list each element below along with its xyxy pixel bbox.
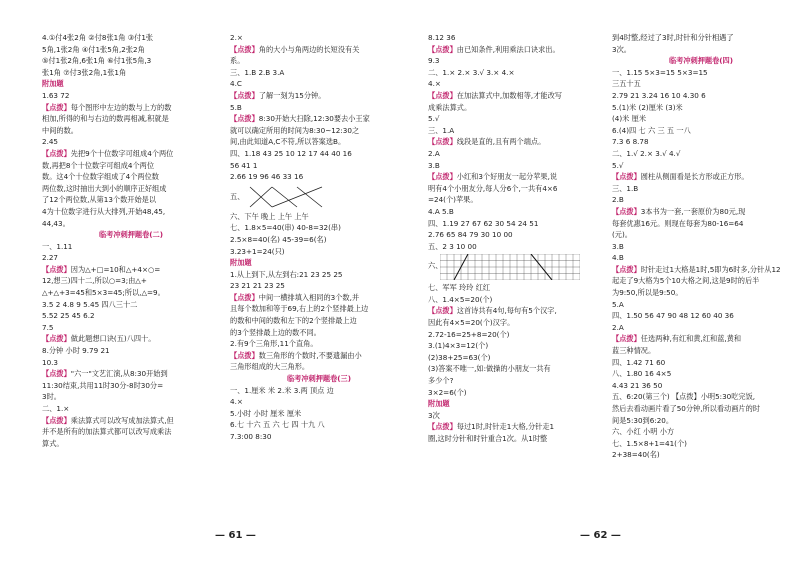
text-line: 数。这4个十位数字组成了4个两位数 — [42, 172, 159, 182]
tip-line: 【点拨】圆柱从侧面看是长方形或正方形。 — [612, 172, 749, 182]
text-line: 2.27 — [42, 253, 59, 263]
text-line: 五、6:20(第三个) 【点拨】小明5:30吃完饭, — [612, 392, 756, 402]
text-line: 2.66 19 96 46 33 16 — [230, 172, 304, 182]
text-line: 三、1.A — [428, 125, 455, 135]
tip-label: 【点拨】 — [428, 90, 457, 100]
text-line: 5.52 25 45 6.2 — [42, 311, 95, 321]
text-line: 2.A — [428, 148, 440, 158]
text-line: 间,由此知道A,C不符,所以答案选B。 — [230, 137, 346, 147]
text-line: 4.× — [230, 397, 243, 407]
tip-line: 【点拨】任选两种,有红和黄,红和蓝,黄和 — [612, 334, 742, 344]
text-line: 5.小时 小时 厘米 厘米 — [230, 408, 302, 418]
grid-drawing — [440, 254, 580, 280]
tip-line: 【点拨】由已知条件,利用乘法口诀求出。 — [428, 44, 560, 54]
text-line: 5.(1)米 (2)厘米 (3)米 — [612, 102, 683, 112]
text-line: 八、1.4×5=20(个) — [428, 294, 493, 304]
text-line: 3次。 — [612, 44, 631, 54]
tip-line: 【点拨】因为△+□=10和△+4×○= — [42, 264, 161, 274]
tip-label: 【点拨】 — [612, 264, 641, 274]
tip-line: 【点拨】乘法算式可以改写成加法算式,但 — [42, 415, 174, 425]
text-line: 八、1.80 16 4×5 — [612, 369, 672, 379]
text-line: 4为十位数字进行从大排列,开始48,45, — [42, 206, 166, 216]
tip-line: 【点拨】时针走过1大格是1时,5即为6时多,分针从12 — [612, 264, 781, 274]
tip-line: 【点拨】先把9个十位数字可组成4个两位 — [42, 148, 174, 158]
text-line: 的数和中间的数和左下的2个竖排最上边 — [230, 316, 357, 326]
text-line: 明有4个小朋友分,每人分6个,一共有4×6 — [428, 183, 558, 193]
text-line: 5.B — [230, 102, 242, 112]
text-line: 2+38=40(名) — [612, 450, 660, 460]
text-line: 七、1.8×5=40(串) 40-8=32(串) — [230, 223, 341, 233]
text-line: 3.B — [428, 160, 440, 170]
tip-label: 【点拨】 — [230, 90, 259, 100]
text-line: 就可以确定所用的时间为8:30~12:30之 — [230, 125, 360, 135]
text-line: 3.(1)4×3=12(个) — [428, 341, 489, 351]
text-line: 并不是所有的加法算式都可以改写成乘法 — [42, 427, 172, 437]
text-line: 四、1.42 71 60 — [612, 357, 666, 367]
text-line: 圈,这时分针和时针重合1次。从1时整 — [428, 434, 548, 443]
text-line: 3.5 2 4.8 9 5.45 四八三十二 — [42, 299, 138, 309]
text-line: 2.45 — [42, 137, 59, 147]
text-line: 五、2 3 10 00 — [428, 241, 477, 251]
text-line: 二、1.× 2.× 3.√ 3.× 4.× — [428, 67, 515, 77]
text-line: 4.①付4张2角 ②付8张1角 ③付1张 — [42, 33, 154, 42]
text-line: 且每个数加和等于69,右上的2个竖排最上边 — [230, 304, 369, 314]
crossing-lines-drawing — [242, 185, 332, 209]
text-line: 3时。 — [42, 392, 61, 402]
section-heading: 附加题 — [230, 258, 252, 268]
tip-label: 【点拨】 — [230, 350, 259, 360]
text-line: 三五十五 — [612, 79, 641, 89]
tip-label: 【点拨】 — [42, 415, 71, 425]
tip-label: 【点拨】 — [612, 172, 641, 182]
text-line: 3次 — [428, 410, 440, 420]
text-line: 算式。 — [42, 438, 64, 448]
text-line: 4.B — [612, 253, 624, 263]
tip-line: 【点拨】每个图形中左边的数与上方的数 — [42, 102, 172, 112]
tip-line: 【点拨】在加法算式中,加数相等,才能改写 — [428, 90, 562, 100]
text-line: 7.3 6 8.78 — [612, 137, 649, 147]
text-line: 12,想三)四十二,所以○=3;由△+ — [42, 276, 147, 286]
text-line: 了12个两位数,从第13个数开始是以 — [42, 195, 157, 205]
tip-line: 【点拨】8:30开始大扫除,12:30要去小王家 — [230, 114, 370, 124]
text-line: 每套优惠16元。则现在每套为80-16=64 — [612, 218, 744, 228]
text-line: =24(个)苹果。 — [428, 195, 478, 205]
text-line: 5角,1张2角 ④付1张5角,2张2角 — [42, 44, 145, 54]
text-line: 6.七 十六 五 六 七 四 十九 八 — [230, 420, 325, 430]
column-1 — [42, 32, 220, 449]
text-line: 五、 — [230, 191, 245, 201]
text-line: 多少个? — [428, 376, 454, 386]
text-line: 2.A — [612, 322, 624, 332]
page-number-right: — 62 — — [580, 530, 621, 541]
text-line: 二、1.√ 2.× 3.√ 4.√ — [612, 148, 681, 158]
text-line: 23 21 21 23 25 — [230, 281, 285, 291]
text-line: 四、1.50 56 47 90 48 12 60 40 36 — [612, 311, 734, 321]
tip-label: 【点拨】 — [428, 172, 457, 182]
text-line: 2.B — [612, 195, 624, 205]
text-line: 两位数,这时抽出大到小的顺序正好组成 — [42, 183, 167, 193]
text-line: 间是5:30到6:20。 — [612, 415, 674, 425]
text-line: 六、 — [428, 261, 443, 271]
text-line: 三、1.B 2.B 3.A — [230, 67, 285, 77]
exam-title: 临考冲刺押题卷(三) — [286, 374, 352, 384]
column-3 — [428, 32, 606, 445]
text-line: 8.分钟 小时 9.79 21 — [42, 346, 110, 356]
tip-label: 【点拨】 — [612, 206, 641, 216]
text-line: 10.3 — [42, 357, 59, 367]
page-number-left: — 61 — — [215, 530, 256, 541]
text-line: 张1角 ⑦付3张2角,1张1角 — [42, 67, 127, 77]
exam-title: 临考冲刺押题卷(二) — [98, 230, 164, 240]
text-line: 5.A — [612, 299, 624, 309]
text-line: 七、1.5×8+1=41(个) — [612, 438, 687, 448]
text-line: 四、1.18 43 25 10 12 17 44 40 16 — [230, 148, 352, 158]
text-line: 系。 — [230, 56, 245, 66]
tip-label: 【点拨】 — [42, 264, 71, 274]
text-line: 7.3:00 8:30 — [230, 432, 272, 441]
text-line: 4.C — [230, 79, 242, 89]
column-2 — [230, 32, 408, 443]
section-heading: 附加题 — [42, 79, 64, 89]
tip-label: 【点拨】 — [230, 44, 259, 54]
tip-label: 【点拨】 — [42, 148, 71, 158]
tip-label: 【点拨】 — [428, 44, 457, 54]
text-line: 5.√ — [428, 114, 440, 124]
tip-line: 【点拨】数三角形的个数时,不要遗漏由小 — [230, 350, 362, 360]
text-line: 2.76 65 84 79 30 10 00 — [428, 230, 513, 240]
text-line: 然后去看动画片看了50分钟,所以看动画片的时 — [612, 404, 760, 413]
text-line: 一、1.11 — [42, 241, 73, 251]
text-line: (元)。 — [612, 230, 632, 240]
text-line: 的3个竖排最上边的数不同。 — [230, 327, 321, 337]
text-line: 2.72-16=25+8=20(个) — [428, 329, 510, 339]
tip-label: 【点拨】 — [230, 114, 259, 124]
text-line: 5.√ — [612, 160, 624, 170]
tip-label: 【点拨】 — [428, 306, 457, 316]
text-line: 到4时整,经过了3时,时针和分针相遇了 — [612, 33, 734, 42]
text-line: 相加,所得的和与右边的数再相减,积就是 — [42, 114, 169, 124]
tip-line: 【点拨】做此题想口诀(五)八四十。 — [42, 334, 156, 344]
tip-label: 【点拨】 — [42, 369, 71, 379]
section-heading: 附加题 — [428, 399, 450, 409]
text-line: 8.12 36 — [428, 33, 456, 42]
tip-label: 【点拨】 — [428, 422, 457, 432]
text-line: 三角形组成的大三角形。 — [230, 362, 310, 372]
text-line: 七、军军 玲玲 红红 — [428, 283, 491, 293]
text-line: 44,43。 — [42, 218, 70, 228]
text-line: 4.43 21 36 50 — [612, 380, 663, 390]
text-line: 数,再把8个十位数字可组成4个两位 — [42, 160, 155, 170]
text-line: 因此有4×5=20(个)汉字。 — [428, 318, 515, 328]
text-line: 3.23+1=24(只) — [230, 246, 285, 256]
tip-label: 【点拨】 — [42, 102, 71, 112]
tip-line: 【点拨】"六一"文艺汇演,从8:30开始到 — [42, 369, 168, 379]
tip-line: 【点拨】每过1时,时针走1大格,分针走1 — [428, 422, 555, 432]
tip-line: 【点拨】3本书为一套,一套原价为80元,现 — [612, 206, 746, 216]
text-line: 1.63 72 — [42, 90, 70, 100]
tip-label: 【点拨】 — [230, 292, 259, 302]
text-line: 7.5 — [42, 322, 54, 332]
text-line: 6.(4)四 七 六 三 五 一八 — [612, 125, 691, 135]
text-line: 起走了9大格为5个10大格之间,这是9时的后半 — [612, 276, 760, 286]
text-line: 六、下午 晚上 上午 上午 — [230, 211, 309, 221]
text-line: 9.3 — [428, 56, 440, 66]
tip-line: 【点拨】线段是直的,且有两个端点。 — [428, 137, 546, 147]
text-line: 3.B — [612, 241, 624, 251]
text-line: (2)38+25=63(个) — [428, 352, 491, 362]
text-line: △+△+3=45和5×3=45;所以,△=9。 — [42, 288, 165, 298]
text-line: 3×2=6(个) — [428, 387, 467, 397]
text-line: 蓝三种情况。 — [612, 346, 656, 356]
tip-label: 【点拨】 — [612, 334, 641, 344]
text-line: (3)答案不唯一,如:做操的小朋友一共有 — [428, 364, 551, 374]
text-line: 为9:50,所以是9:50。 — [612, 288, 683, 298]
tip-line: 【点拨】这首诗共有4句,每句有5个汉字, — [428, 306, 557, 316]
text-line: 三、1.B — [612, 183, 639, 193]
text-line: 一、1.15 5×3=15 5×3=15 — [612, 67, 708, 77]
text-line: (4)米 厘米 — [612, 114, 647, 124]
text-line: 中间的数。 — [42, 125, 78, 135]
text-line: 2.79 21 3.24 16 10 4.30 6 — [612, 90, 706, 100]
text-line: 4.A 5.B — [428, 206, 454, 216]
tip-line: 【点拨】了解一刻为15分钟。 — [230, 90, 326, 100]
column-4 — [612, 32, 790, 461]
tip-label: 【点拨】 — [428, 137, 457, 147]
text-line: 56 41 1 — [230, 160, 258, 170]
tip-label: 【点拨】 — [42, 334, 71, 344]
exam-title: 临考冲刺押题卷(四) — [668, 56, 734, 66]
text-line: 11:30结束,共用11时30分-8时30分= — [42, 380, 164, 390]
tip-line: 【点拨】小红和3个好朋友一起分苹果,说 — [428, 172, 558, 182]
text-line: 一、1.厘米 米 2.米 3.两 顶点 边 — [230, 385, 334, 395]
tip-line: 【点拨】中间一横排填入相同的3个数,并 — [230, 292, 360, 302]
text-line: 4.× — [428, 79, 441, 89]
text-line: ⑤付1张2角,6张1角 ⑥付1张5角,3 — [42, 56, 152, 66]
text-line: 1.从上到下,从左到右:21 23 25 25 — [230, 269, 343, 279]
text-line: 成乘法算式。 — [428, 102, 472, 112]
text-line: 2.5×8=40(名) 45-39=6(名) — [230, 234, 327, 244]
text-line: 2.× — [230, 33, 243, 42]
grid-figure — [428, 252, 606, 282]
matching-lines-figure — [230, 183, 408, 211]
text-line: 二、1.× — [42, 404, 70, 413]
text-line: 2.有9个三角形,11个直角。 — [230, 339, 318, 349]
text-line: 六、小红 小明 小方 — [612, 427, 675, 437]
tip-line: 【点拨】角的大小与角两边的长短没有关 — [230, 44, 360, 54]
text-line: 四、1.19 27 67 62 30 54 24 51 — [428, 218, 539, 228]
